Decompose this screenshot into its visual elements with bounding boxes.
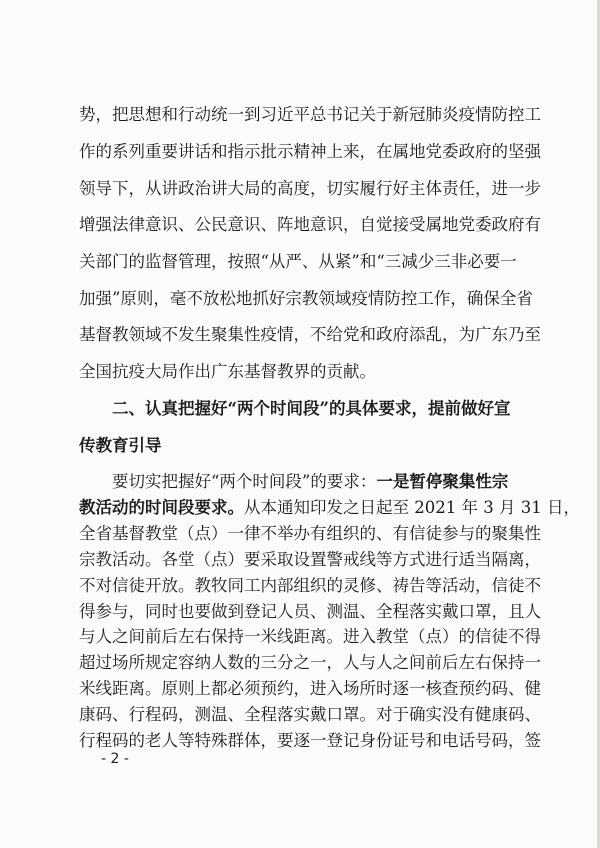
paragraph-2-line-3: 全省基督教堂（点）一律不举办有组织的、有信徒参与的聚集性 [79,524,541,543]
paragraph-2-line-1-normal: 要切实把握好“两个时间段”的要求： [112,472,377,491]
paragraph-2-line-1-bold: 一是暂停聚集性宗 [376,472,509,491]
paragraph-2-line-8: 超过场所规定容纳人数的三分之一，人与人之间前后左右保持一 [79,653,541,672]
paragraph-2-line-4: 宗教活动。各堂（点）要采取设置警戒线等方式进行适当隔离， [79,550,541,569]
paragraph-1-line-1: 势，把思想和行动统一到习近平总书记关于新冠肺炎疫情防控工 [79,105,541,124]
paragraph-2-line-5: 不对信徒开放。教牧同工内部组织的灵修、祷告等活动，信徒不 [79,576,541,595]
paragraph-2-line-7: 与人之间前后左右保持一米线距离。进入教堂（点）的信徒不得 [79,627,541,646]
page-number: - 2 - [101,751,129,767]
paragraph-1-line-4: 增强法律意识、公民意识、阵地意识，自觉接受属地党委政府有 [79,215,541,234]
paragraph-2-line-10: 康码、行程码，测温、全程落实戴口罩。对于确实没有健康码、 [79,705,541,724]
section-heading-line-2: 传教育引导 [79,436,162,455]
section-heading-line-1: 二、认真把握好“两个时间段”的具体要求，提前做好宣 [112,399,511,418]
paragraph-2-line-11: 行程码的老人等特殊群体，要逐一登记身份证号和电话号码，签 [79,731,541,750]
paragraph-2-line-6: 得参与，同时也要做到登记人员、测温、全程落实戴口罩，且人 [79,602,541,621]
paragraph-2-line-2-bold: 教活动的时间段要求。 [79,498,244,517]
paragraph-2-line-2-normal: 从本通知印发之日起至 2021 年 3 月 31 日， [244,498,580,517]
paragraph-1-line-3: 领导下，从讲政治讲大局的高度，切实履行好主体责任，进一步 [79,179,541,198]
paragraph-1-line-5: 关部门的监督管理，按照“从严、从紧”和“三减少三非必要一 [79,252,517,271]
paragraph-1-line-6: 加强”原则，毫不放松地抓好宗教领域疫情防控工作，确保全省 [79,289,533,308]
paragraph-2-line-2 [79,497,580,519]
paragraph-1-line-8: 全国抗疫大局作出广东基督教界的贡献。 [79,362,376,381]
paragraph-1-line-2: 作的系列重要讲话和指示批示精神上来，在属地党委政府的坚强 [79,142,541,161]
paragraph-1-line-7: 基督教领域不发生聚集性疫情，不给党和政府添乱，为广东乃至 [79,325,541,344]
paragraph-2-line-1 [112,471,508,493]
paragraph-2-line-9: 米线距离。原则上都必须预约，进入场所时逐一核查预约码、健 [79,679,541,698]
